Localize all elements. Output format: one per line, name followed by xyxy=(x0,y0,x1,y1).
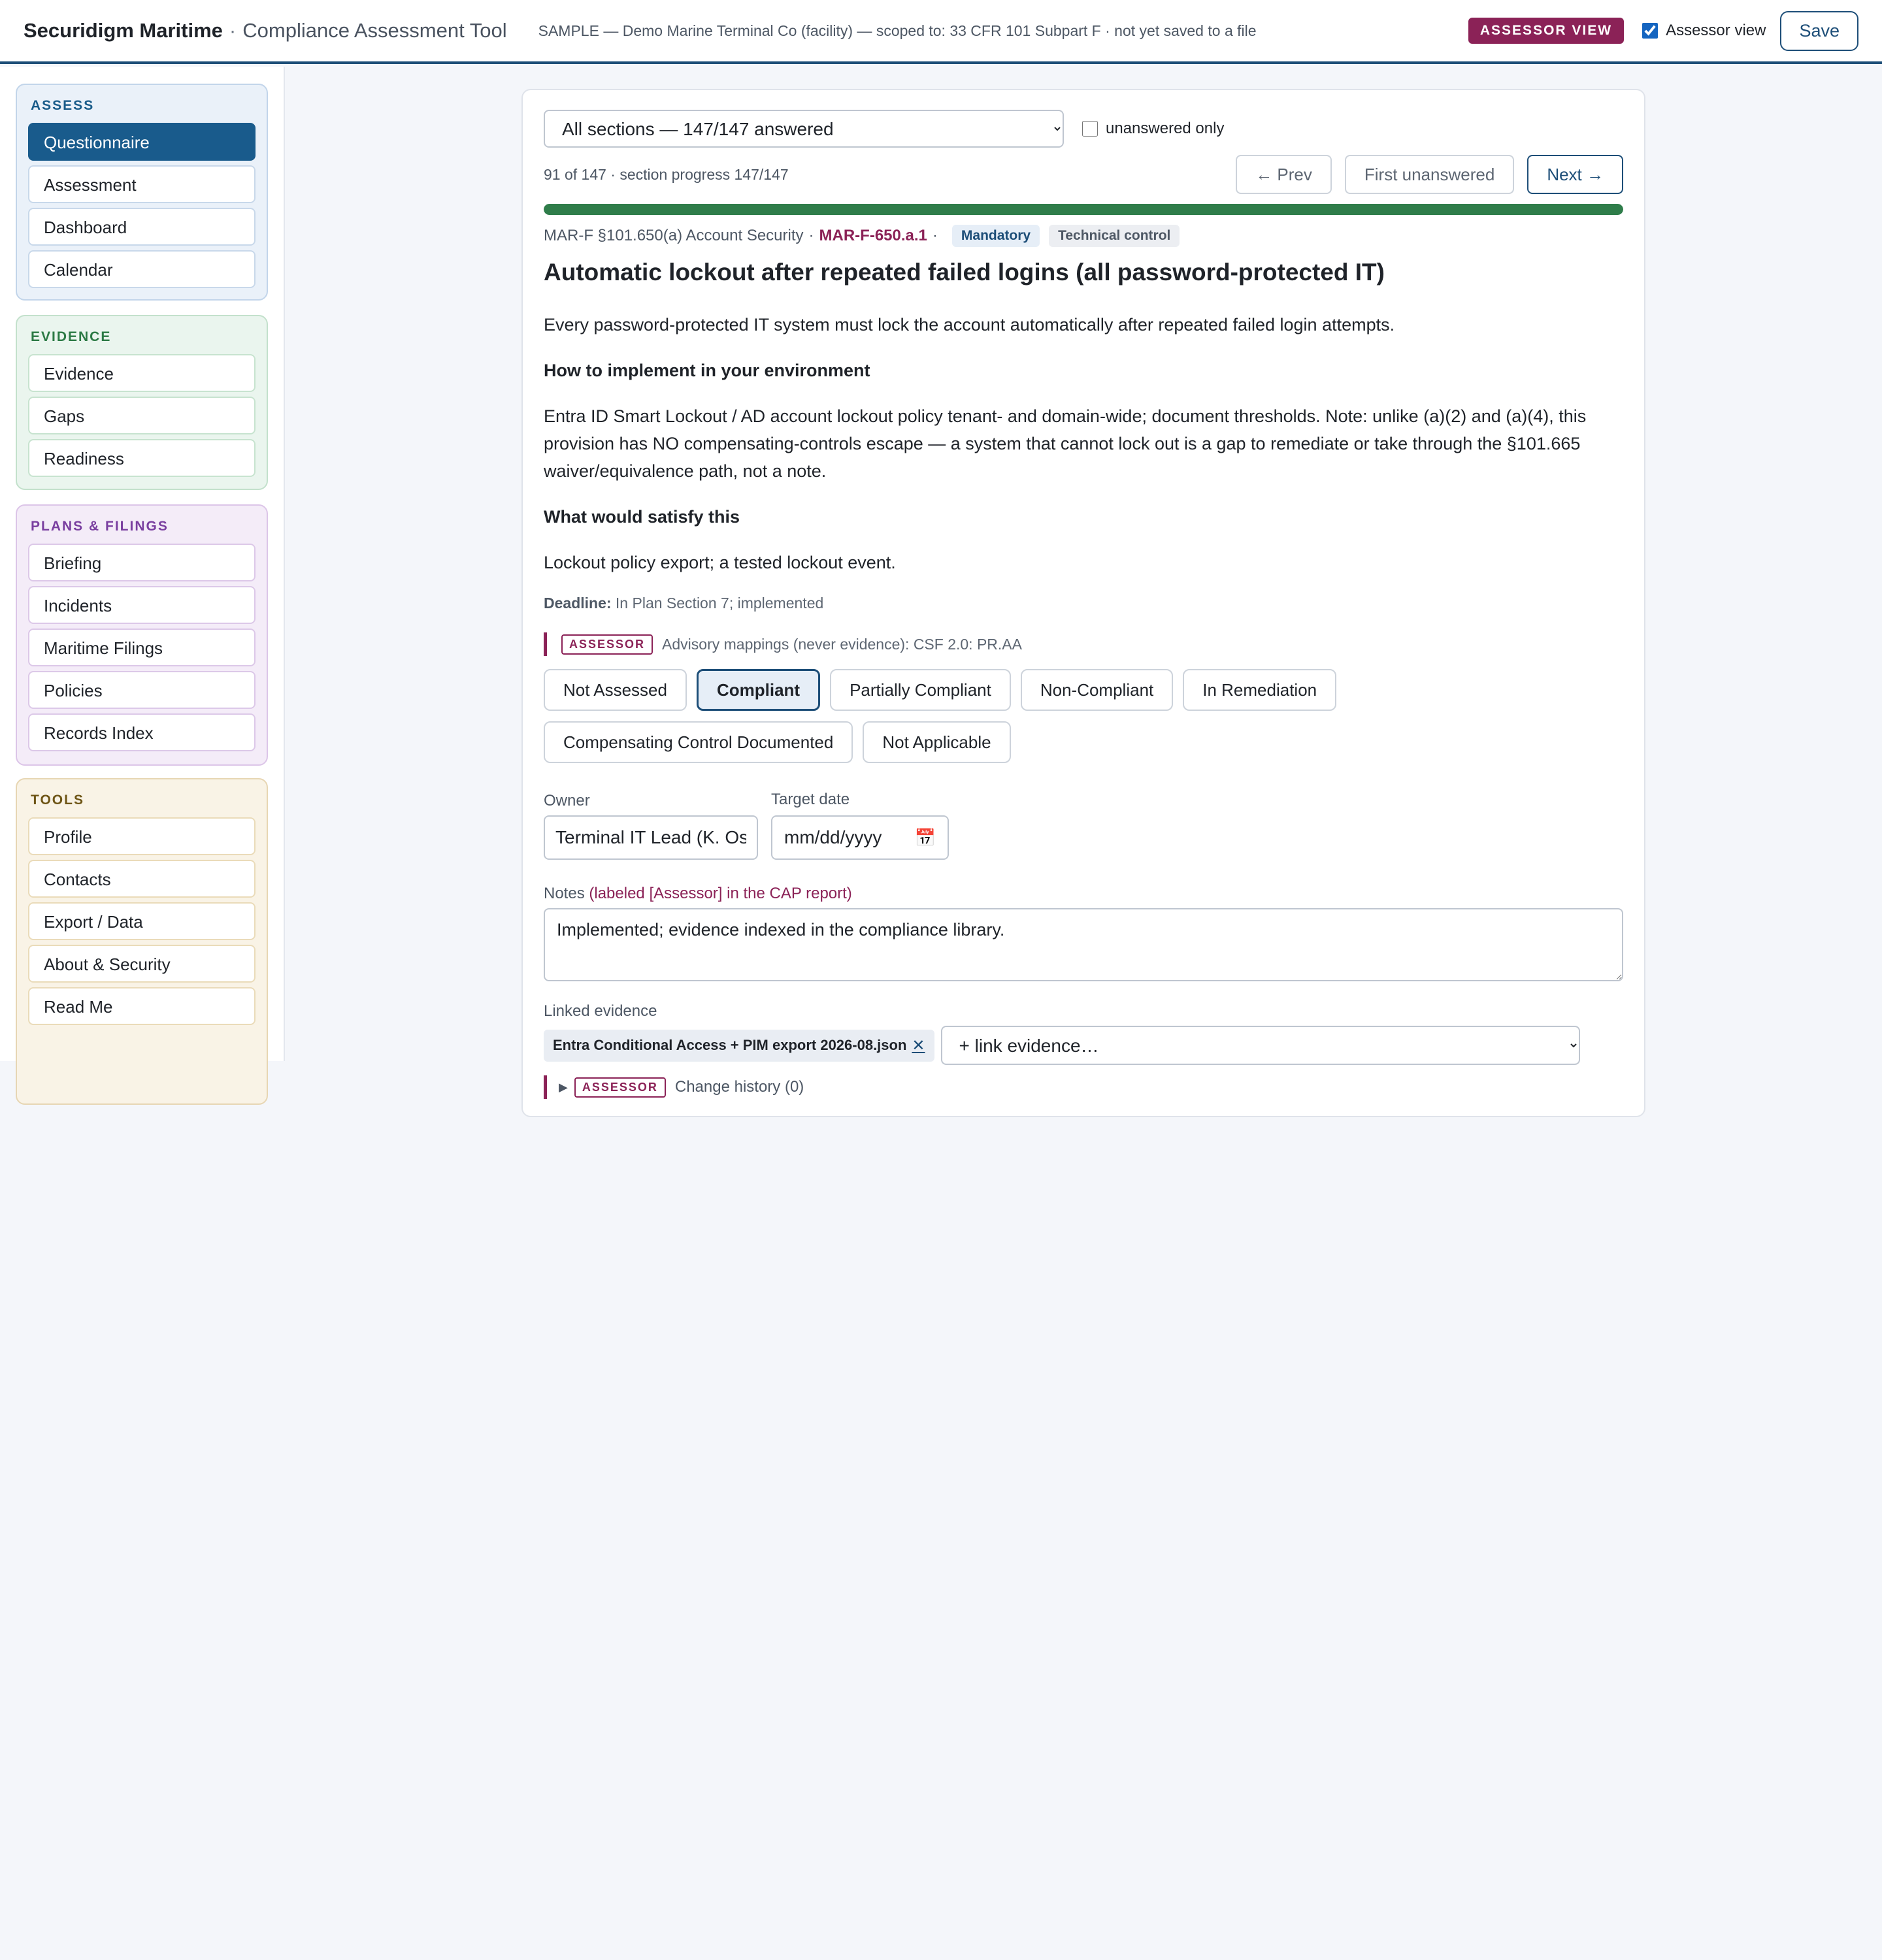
sidebar-item-briefing[interactable]: Briefing xyxy=(28,544,256,581)
status-compliant[interactable]: Compliant xyxy=(697,669,820,711)
sidebar-item-policies[interactable]: Policies xyxy=(28,671,256,709)
technical-control-tag: Technical control xyxy=(1049,225,1180,247)
owner-label: Owner xyxy=(544,792,590,809)
first-unanswered-button[interactable]: First unanswered xyxy=(1345,155,1514,194)
assessor-view-badge: ASSESSOR VIEW xyxy=(1468,18,1624,44)
status-not-assessed[interactable]: Not Assessed xyxy=(544,669,687,711)
question-title: Automatic lockout after repeated failed logins (all password-protected IT) xyxy=(544,259,1385,286)
disclosure-triangle-icon[interactable]: ▶ xyxy=(559,1080,568,1094)
target-date-placeholder: mm/dd/yyyy xyxy=(784,827,882,847)
status-options xyxy=(544,669,1346,711)
assessor-view-label: Assessor view xyxy=(1666,22,1766,39)
session-subline: SAMPLE — Demo Marine Terminal Co (facility) — scoped to: 33 CFR 101 Subpart F · not yet saved to a file xyxy=(538,22,1257,39)
sidebar-group-title: EVIDENCE xyxy=(31,329,112,344)
status-non-compliant[interactable]: Non-Compliant xyxy=(1021,669,1173,711)
status-options xyxy=(544,721,1021,763)
status-not-applicable[interactable]: Not Applicable xyxy=(863,721,1010,763)
status-compensating-control[interactable]: Compensating Control Documented xyxy=(544,721,853,763)
sidebar-group-evidence xyxy=(16,315,268,490)
next-button[interactable]: Next → xyxy=(1527,155,1623,194)
owner-input[interactable] xyxy=(544,815,758,860)
remove-evidence-icon[interactable]: ✕ xyxy=(912,1036,925,1054)
deadline-label: Deadline: xyxy=(544,595,612,612)
unanswered-only-checkbox[interactable] xyxy=(1082,121,1098,137)
meta-separator: · xyxy=(808,227,814,244)
change-history[interactable] xyxy=(544,1075,804,1099)
sidebar-item-assessment[interactable]: Assessment xyxy=(28,165,256,203)
status-in-remediation[interactable]: In Remediation xyxy=(1183,669,1336,711)
target-date-label: Target date xyxy=(771,791,850,808)
advisory-mappings-text: Advisory mappings (never evidence): CSF 2.0: PR.AA xyxy=(662,635,1022,653)
assessor-view-toggle[interactable] xyxy=(1642,22,1766,40)
prev-button[interactable]: ← Prev xyxy=(1236,155,1332,194)
question-card xyxy=(521,89,1645,1117)
notes-textarea[interactable] xyxy=(544,908,1623,981)
sidebar-group-plans-filings xyxy=(16,504,268,766)
what-would-satisfy-heading: What would satisfy this xyxy=(544,507,740,527)
notes-label-text: Notes xyxy=(544,885,585,902)
linked-evidence-row xyxy=(544,1026,1580,1065)
sidebar-group-assess xyxy=(16,84,268,301)
sidebar-group-title: TOOLS xyxy=(31,792,84,808)
control-code: MAR-F-650.a.1 xyxy=(819,227,927,244)
how-to-implement-heading: How to implement in your environment xyxy=(544,361,870,380)
notes-label-hint: (labeled [Assessor] in the CAP report) xyxy=(589,885,852,902)
notes-label xyxy=(544,885,852,903)
product-name: Compliance Assessment Tool xyxy=(242,19,507,42)
target-date-input[interactable] xyxy=(771,815,949,860)
calendar-icon[interactable]: 📅 xyxy=(914,827,936,847)
sidebar-item-export-data[interactable]: Export / Data xyxy=(28,902,256,940)
sidebar-group-tools xyxy=(16,778,268,1105)
control-meta xyxy=(544,225,1180,247)
assessor-view-checkbox[interactable] xyxy=(1642,23,1658,39)
advisory-mappings xyxy=(544,632,1022,656)
sidebar-group-title: PLANS & FILINGS xyxy=(31,519,169,534)
assessor-tag: ASSESSOR xyxy=(561,634,653,655)
deadline-value: In Plan Section 7; implemented xyxy=(615,595,824,612)
mandatory-tag: Mandatory xyxy=(952,225,1040,247)
change-history-label: Change history (0) xyxy=(674,1078,804,1096)
evidence-chip-label: Entra Conditional Access + PIM export 2026-08.json xyxy=(553,1037,907,1053)
sidebar-item-profile[interactable]: Profile xyxy=(28,817,256,855)
brand-name: Securidigm Maritime xyxy=(24,19,223,42)
sidebar-item-dashboard[interactable]: Dashboard xyxy=(28,208,256,246)
sidebar-item-read-me[interactable]: Read Me xyxy=(28,987,256,1025)
how-to-implement-text: Entra ID Smart Lockout / AD account lockout policy tenant- and domain-wide; document thresholds. Note: unlike (a)(2) and (a)(4), this provision has NO compensating-controls escape — a system that cannot lock out is a gap to remediate or take through the §101.665 waiver/equivalence path, not a note. xyxy=(544,406,1587,481)
sidebar-item-records-index[interactable]: Records Index xyxy=(28,713,256,751)
sidebar-item-about-security[interactable]: About & Security xyxy=(28,945,256,983)
sidebar-group-title: ASSESS xyxy=(31,98,95,113)
sidebar-item-maritime-filings[interactable]: Maritime Filings xyxy=(28,629,256,666)
sidebar-item-contacts[interactable]: Contacts xyxy=(28,860,256,898)
what-would-satisfy-text: Lockout policy export; a tested lockout event. xyxy=(544,553,896,572)
question-description: Every password-protected IT system must lock the account automatically after repeated failed login attempts. xyxy=(544,315,1395,335)
sidebar xyxy=(0,67,285,1061)
section-reference: MAR-F §101.650(a) Account Security xyxy=(544,227,804,244)
unanswered-only-label: unanswered only xyxy=(1106,120,1225,137)
sidebar-item-readiness[interactable]: Readiness xyxy=(28,439,256,477)
link-evidence-select[interactable] xyxy=(941,1026,1580,1065)
save-button[interactable]: Save xyxy=(1780,11,1858,51)
sidebar-item-calendar[interactable]: Calendar xyxy=(28,250,256,288)
deadline xyxy=(544,595,823,612)
top-bar xyxy=(0,0,1882,64)
status-partially-compliant[interactable]: Partially Compliant xyxy=(830,669,1011,711)
progress-text: 91 of 147 · section progress 147/147 xyxy=(544,165,789,183)
evidence-chip xyxy=(544,1030,934,1062)
sidebar-item-incidents[interactable]: Incidents xyxy=(28,586,256,624)
brand-separator: · xyxy=(229,19,237,42)
meta-separator: · xyxy=(932,227,938,244)
section-progress-bar xyxy=(544,204,1623,215)
sidebar-item-evidence[interactable]: Evidence xyxy=(28,354,256,392)
sidebar-item-gaps[interactable]: Gaps xyxy=(28,397,256,434)
sidebar-item-questionnaire[interactable]: Questionnaire xyxy=(28,123,256,161)
assessor-tag: ASSESSOR xyxy=(574,1077,666,1098)
section-select[interactable] xyxy=(544,110,1064,148)
section-progress-fill xyxy=(544,204,1623,215)
linked-evidence-label: Linked evidence xyxy=(544,1002,657,1020)
unanswered-only-toggle[interactable] xyxy=(1082,120,1224,138)
